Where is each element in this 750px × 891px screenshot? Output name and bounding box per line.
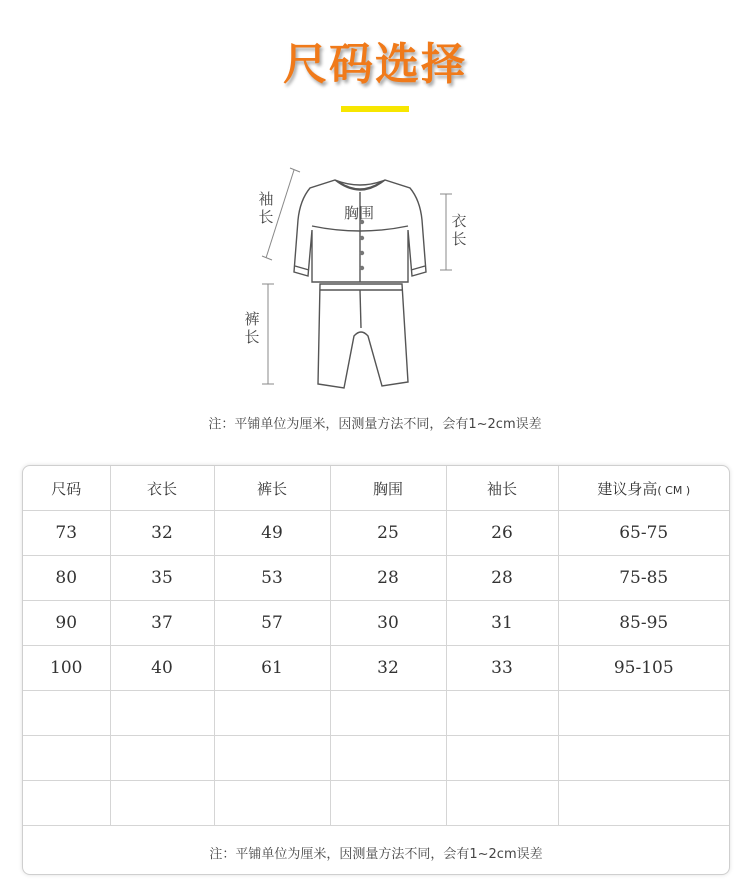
table-footer-note: 注：平铺单位为厘米，因测量方法不同，会有1~2cm误差 (209, 847, 543, 862)
header-pants-length: 裤长 (214, 466, 330, 511)
header-top-length: 衣长 (110, 466, 214, 511)
page-title: 尺码选择 (283, 39, 467, 90)
header-sleeve-length: 袖长 (446, 466, 558, 511)
pajama-set-illustration (240, 160, 480, 400)
cell-top-length: 40 (110, 646, 214, 691)
cell-pants-length: 61 (214, 646, 330, 691)
chest-label: 胸围 (344, 204, 375, 222)
cell-chest: 28 (330, 556, 446, 601)
table-row-empty (23, 781, 729, 826)
pants-length-label: 裤长 (244, 310, 260, 346)
cell-top-length: 32 (110, 511, 214, 556)
header-suggested-height (558, 466, 729, 511)
cell-size: 80 (23, 556, 110, 601)
measurement-note: 注：平铺单位为厘米，因测量方法不同，会有1~2cm误差 (208, 417, 542, 432)
height-unit: ( CM ) (657, 483, 691, 497)
table-row-empty (23, 691, 729, 736)
size-table-container (22, 465, 730, 875)
table-header-row (23, 466, 729, 511)
header-suggested-height-label: 建议身高 (597, 479, 658, 498)
cell-suggested-height: 95-105 (558, 646, 729, 691)
top-length-label: 衣长 (451, 212, 467, 248)
cell-sleeve-length: 28 (446, 556, 558, 601)
table-row (23, 601, 729, 646)
cell-suggested-height: 75-85 (558, 556, 729, 601)
header-chest: 胸围 (330, 466, 446, 511)
table-row (23, 511, 729, 556)
cell-top-length: 35 (110, 556, 214, 601)
cell-pants-length: 49 (214, 511, 330, 556)
cell-pants-length: 53 (214, 556, 330, 601)
garment-diagram (240, 160, 480, 400)
cell-chest: 30 (330, 601, 446, 646)
header-size: 尺码 (23, 466, 110, 511)
table-row (23, 646, 729, 691)
title-underline (341, 106, 409, 112)
cell-sleeve-length: 33 (446, 646, 558, 691)
cell-chest: 25 (330, 511, 446, 556)
table-row (23, 556, 729, 601)
cell-sleeve-length: 31 (446, 601, 558, 646)
cell-suggested-height: 85-95 (558, 601, 729, 646)
cell-suggested-height: 65-75 (558, 511, 729, 556)
sleeve-length-label: 袖长 (258, 190, 274, 226)
cell-size: 90 (23, 601, 110, 646)
size-table (23, 466, 729, 826)
cell-top-length: 37 (110, 601, 214, 646)
cell-size: 100 (23, 646, 110, 691)
cell-sleeve-length: 26 (446, 511, 558, 556)
cell-pants-length: 57 (214, 601, 330, 646)
cell-size: 73 (23, 511, 110, 556)
table-row-empty (23, 736, 729, 781)
cell-chest: 32 (330, 646, 446, 691)
